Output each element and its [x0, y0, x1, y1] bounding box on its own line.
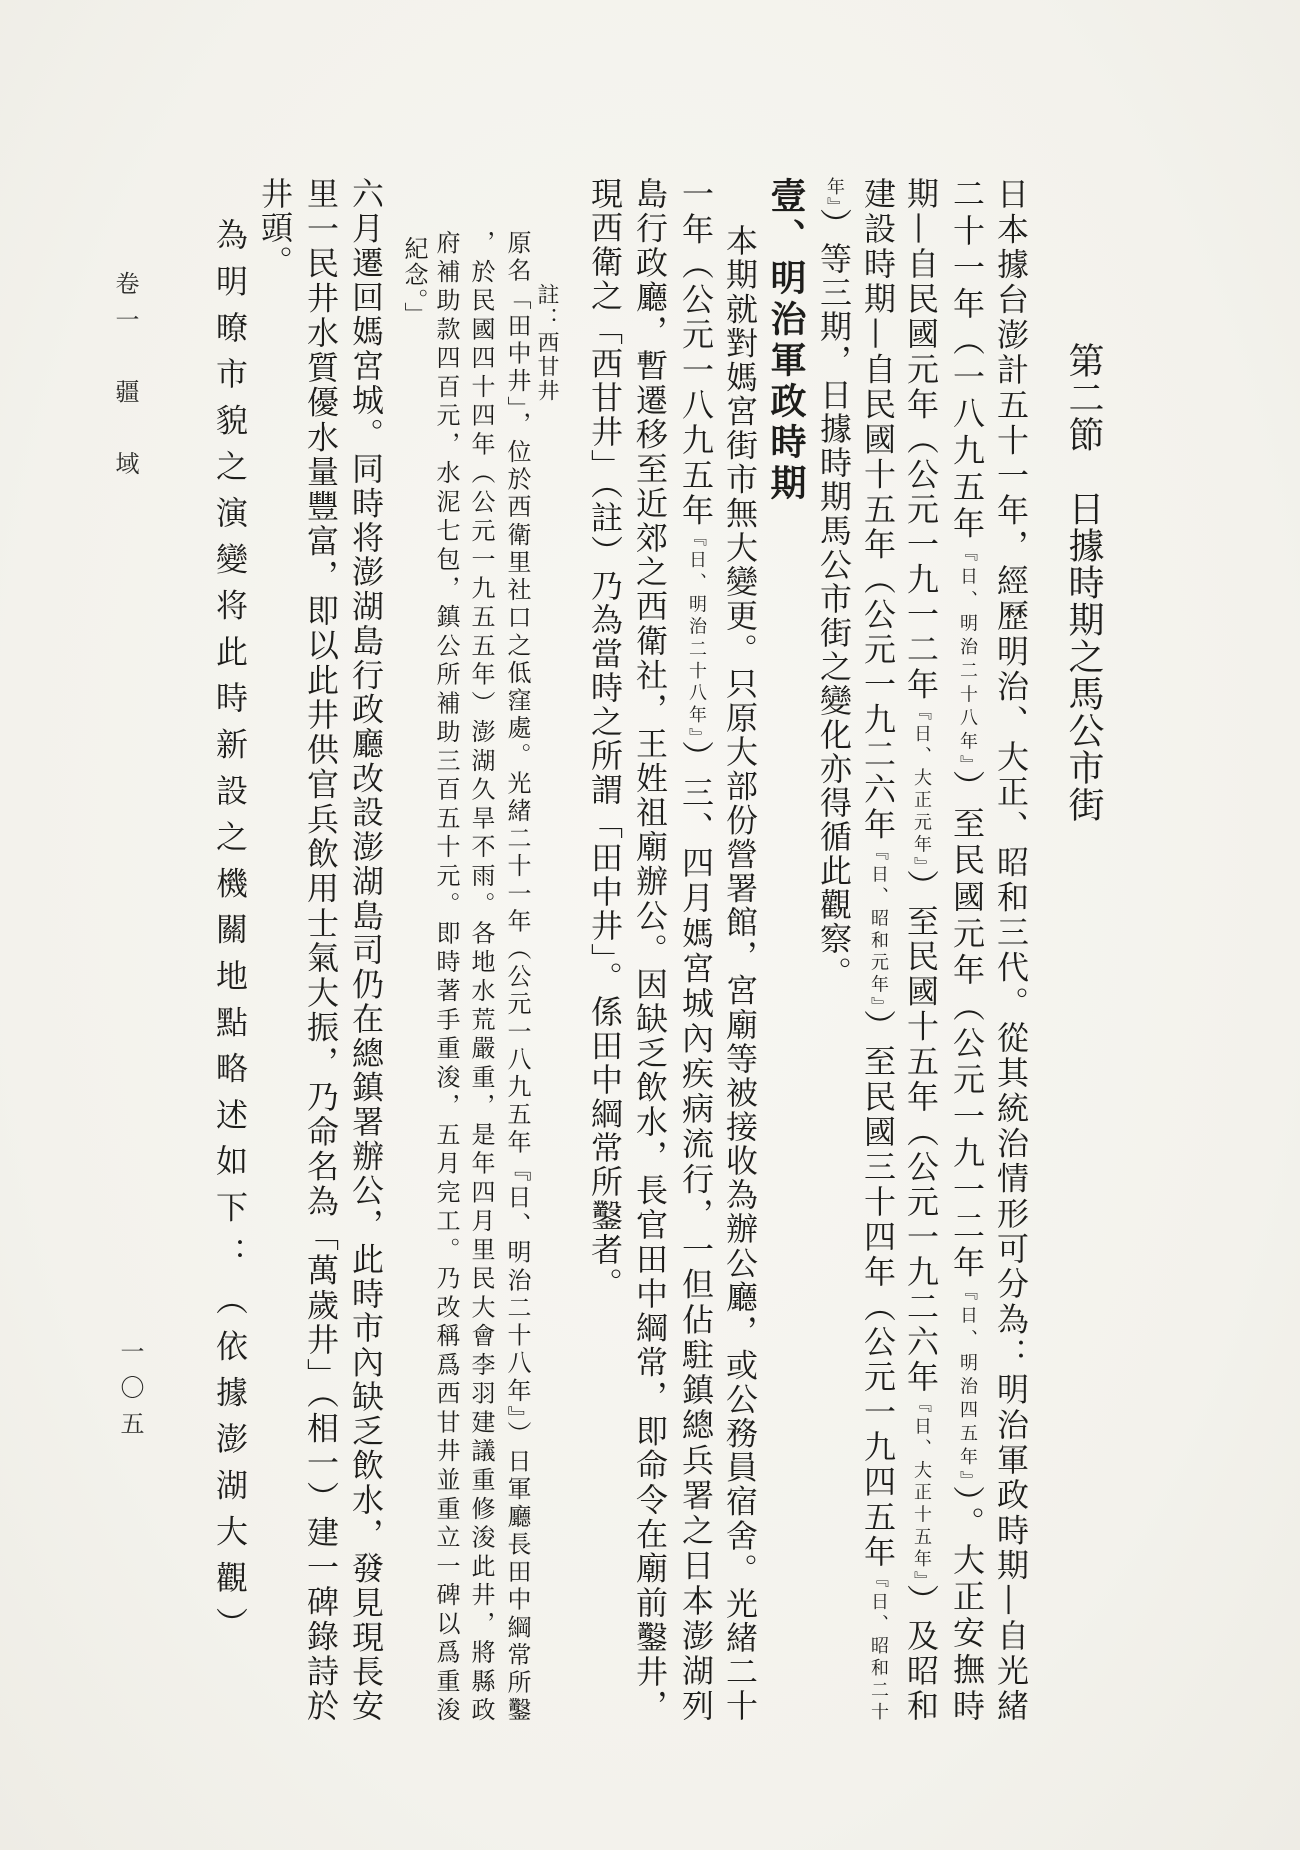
text-column: [858, 177, 898, 1722]
era-annotation: 年』: [824, 177, 845, 208]
note-label: 註：西甘井: [534, 283, 559, 403]
note-line: 紀念。」: [400, 236, 428, 328]
text-segment: ）等三期，日據時期馬公市街之變化亦得循此觀察。: [815, 208, 853, 990]
era-annotation: 『日、明治二十八年』: [686, 528, 707, 741]
era-annotation: 『日、昭和二十: [868, 1569, 889, 1722]
subsection-heading: 壹、明治軍政時期: [765, 177, 807, 505]
text-segment: ）至民國十五年（公元一九二六年: [902, 869, 940, 1395]
text-column: [814, 177, 854, 1722]
section-title: 第二節 日據時期之馬公市街: [1063, 342, 1104, 823]
era-annotation: 『日、昭和元年』: [868, 842, 889, 1010]
era-annotation: 『日、明治二十八年』: [957, 542, 978, 770]
text-column: [991, 177, 1031, 1722]
text-segment: 現西衛之「西甘井」（註）乃為當時之所謂「田中井」。係田中綱常所鑿者。: [586, 177, 624, 1301]
text-column: 井頭。: [256, 177, 294, 279]
text-column: [901, 177, 941, 1722]
text-column: [720, 224, 760, 1722]
running-head: 卷一 疆 域: [111, 271, 139, 487]
text-segment: 本期就對媽宮街市無大變更。只原大部份營署館，宮廟等被接收為辦公廳，或公務員宿舍。光緒二十: [721, 224, 759, 1722]
text-segment: ）。大正安撫時: [948, 1485, 986, 1722]
text-segment: ）三、四月媽宮城內疾病流行，一但佔駐鎮總兵署之日本澎湖列: [677, 740, 715, 1722]
page-number: 一〇五: [116, 1339, 144, 1447]
text-segment: 二十一年（一八九五年: [948, 177, 986, 543]
note-line: 原名「田中井」，位於西衛里社口之低窪處。光緒二十一年（公元一八九五年『日、明治二十八年』）日軍廳長田中綱常所鑿: [503, 230, 531, 1722]
text-column: [947, 177, 987, 1722]
text-column: 里一民井水質優水量豐富，即以此井供官兵飲用士氣大振，乃命名為「萬歲井」（相一）建一碑錄詩於: [302, 177, 340, 1722]
text-column: [630, 177, 670, 1722]
era-annotation: 『日、大正元年』: [911, 702, 932, 870]
text-segment: ）及昭和: [902, 1583, 940, 1722]
text-segment: 期—自民國元年（公元一九一二年: [902, 177, 940, 703]
text-column: [676, 177, 716, 1722]
note-line: 府補助款四百元，水泥七包，鎮公所補助三百五十元。即時著手重浚，五月完工。乃改稱爲西甘井並重立一碑以爲重浚: [432, 230, 460, 1722]
text-segment: ）至民國元年（公元一九一二年: [948, 769, 986, 1283]
text-segment: 島行政廳，暫遷移至近郊之西衛社，王姓祖廟辦公。因缺乏飲水，長官田中綱常，即命令在廟前鑿井，: [631, 177, 669, 1722]
era-annotation: 『日、明治四五年』: [957, 1282, 978, 1486]
text-column: 六月遷回媽宮城。同時将澎湖島行政廳改設澎湖島司仍在總鎮署辦公，此時市內缺乏飲水，發見現長安: [347, 177, 385, 1722]
text-segment: 一年（公元一八九五年: [677, 177, 715, 529]
text-segment: ）至民國三十四年（公元一九四五年: [859, 1009, 897, 1570]
text-column: [585, 177, 625, 1722]
note-line: ，於民國四十四年（公元一九五五年）澎湖久旱不雨。各地水荒嚴重，是年四月里民大會李羽建議重修浚此井，將縣政: [467, 230, 495, 1722]
text-column: 為明暸市貌之演變将此時新設之機關地點略述如下：（依據澎湖大觀）: [211, 218, 249, 1640]
era-annotation: 『日、大正十五年』: [911, 1394, 932, 1584]
text-segment: 建設時期—自民國十五年（公元一九二六年: [859, 177, 897, 843]
text-segment: 日本據台澎計五十一年，經歷明治、大正、昭和三代。從其統治情形可分為：明治軍政時期—自光緒: [992, 177, 1030, 1722]
